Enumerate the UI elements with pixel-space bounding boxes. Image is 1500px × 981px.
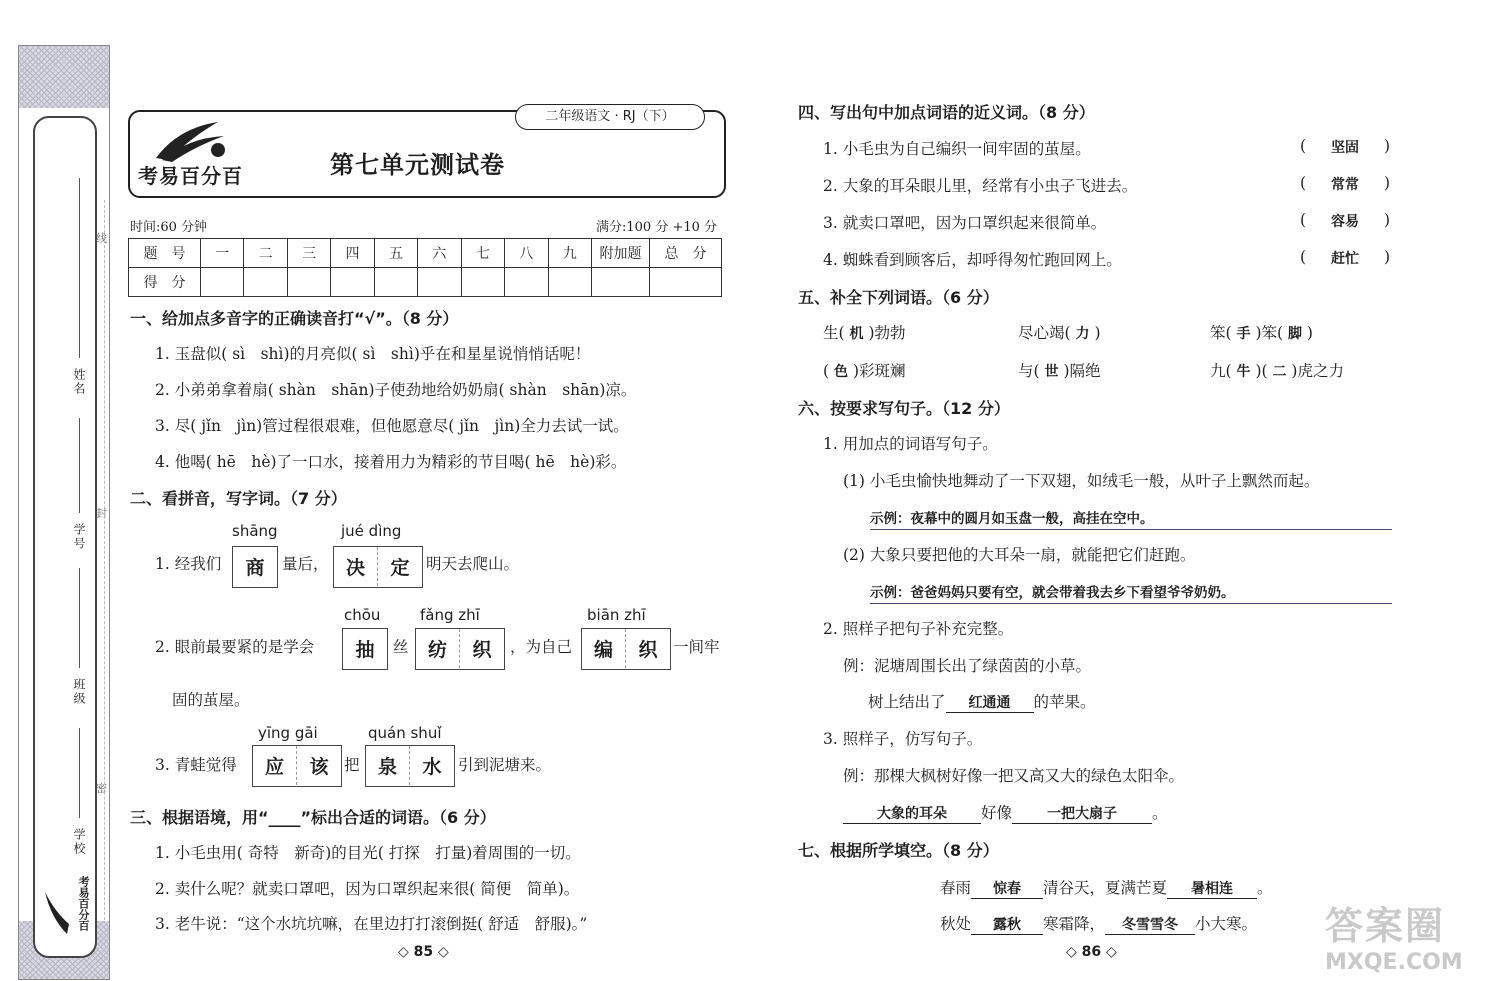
school-label: 学校 [72, 828, 86, 856]
word-answer: 牛 [1236, 364, 1251, 380]
table-cell[interactable] [548, 268, 592, 297]
s4-question-4: 4. 蜘蛛看到顾客后，却呼得匆忙跑回网上。 [823, 251, 1122, 269]
s6-question-1-1: (1) 小毛虫愉快地舞动了一下双翅，如绒毛一般，从叶子上飘然而起。 [843, 472, 1320, 490]
fill-text: 好像 [981, 804, 1013, 822]
cut-mark-secret: 密 [96, 782, 107, 795]
s6-fill-3 [843, 801, 1168, 824]
name-label: 姓名 [72, 368, 86, 396]
s6-question-3: 3. 照样子，仿写句子。 [823, 730, 983, 748]
fill-text: 小大寒。 [1195, 915, 1258, 933]
fill-answer[interactable]: 冬雪雪冬 [1105, 914, 1195, 935]
section-1-title: 一、给加点多音字的正确读音打“√”。（8 分） [130, 309, 459, 328]
table-cell: 题 号 [129, 239, 201, 268]
char-cell[interactable]: 定 [390, 557, 410, 579]
school-line [79, 728, 80, 818]
char-grid [342, 628, 388, 670]
watermark-bottom: MXQE.COM [1325, 950, 1463, 975]
section-4-title: 四、写出句中加点词语的近义词。（8 分） [798, 103, 1095, 122]
s2-q2-start: 2. 眼前最要紧的是学会 [155, 638, 315, 656]
page-number-right: ◇ 86 ◇ [1066, 944, 1117, 960]
s5-word-4 [823, 359, 906, 381]
section-5-title: 五、补全下列词语。（6 分） [798, 288, 999, 307]
word-answer: 手 [1236, 326, 1251, 342]
section-3-title: 三、根据语境，用“____”标出合适的词语。（6 分） [130, 808, 496, 827]
word-part: )勃勃 [868, 324, 906, 342]
word-answer: 二 [1272, 364, 1287, 380]
word-part: ) [1094, 324, 1101, 342]
pinyin: jué dìng [341, 522, 402, 540]
s2-q3-end: 引到泥塘来。 [458, 756, 552, 774]
table-cell: 八 [505, 239, 548, 268]
name-line [79, 178, 80, 358]
fill-answer[interactable]: 暑相连 [1167, 878, 1257, 899]
char-cell[interactable]: 纺 [416, 629, 460, 668]
s5-word-3 [1210, 321, 1313, 343]
char-grid [365, 745, 455, 787]
page-number-left: ◇ 85 ◇ [398, 944, 449, 960]
table-cell[interactable] [201, 268, 244, 297]
exam-time: 时间:60 分钟 [130, 220, 208, 235]
word-answer: 世 [1044, 364, 1059, 380]
s7-line-1 [940, 876, 1273, 899]
word-part: ) [1306, 324, 1313, 342]
comet-logo-icon [148, 118, 228, 163]
word-part: )隔绝 [1063, 362, 1101, 380]
s4-answer-text: 坚固 [1331, 140, 1359, 156]
table-cell[interactable] [592, 268, 650, 297]
table-row [129, 268, 722, 297]
s1-question-2: 2. 小弟弟拿着扇( shàn shān)子使劲地给奶奶扇( shàn shān)凉。 [155, 381, 637, 399]
section-7-title: 七、根据所学填空。（8 分） [798, 841, 999, 860]
pinyin: fǎng zhī [420, 606, 480, 624]
student-info-box [33, 116, 97, 958]
char-cell[interactable]: 抽 [355, 639, 375, 661]
s6-example-2: 例：泥塘周围长出了绿茵茵的小草。 [843, 657, 1092, 675]
char-grid [252, 745, 342, 787]
word-part: )( [1255, 362, 1268, 380]
s6-question-1-2: (2) 大象只要把他的大耳朵一扇，就能把它们赶跑。 [843, 546, 1196, 564]
s2-q1-end: 明天去爬山。 [426, 555, 520, 573]
s6-answer-1-2: 示例：爸爸妈妈只要有空，就会带着我去乡下看望爷爷奶奶。 [870, 581, 1392, 604]
s3-question-1: 1. 小毛虫用( 奇特 新奇)的目光( 打探 打量)着周围的一切。 [155, 844, 581, 862]
table-cell[interactable] [461, 268, 504, 297]
table-cell[interactable] [374, 268, 417, 297]
pinyin: shāng [232, 522, 278, 540]
s3-question-2: 2. 卖什么呢？就卖口罩吧，因为口罩织起来很( 简便 简单)。 [155, 880, 580, 898]
table-cell[interactable] [331, 268, 374, 297]
s2-q2-end: 一间牢 [673, 638, 720, 656]
s2-q3-start: 3. 青蛙觉得 [155, 756, 237, 774]
s6-answer-1-1: 示例：夜幕中的圆月如玉盘一般，高挂在空中。 [870, 507, 1392, 530]
table-cell: 六 [418, 239, 461, 268]
table-cell[interactable] [418, 268, 461, 297]
cut-line [104, 200, 105, 920]
pinyin: chōu [344, 606, 381, 624]
fill-answer[interactable]: 红通通 [946, 692, 1034, 713]
s4-answer-4: ( 赶忙 ) [1300, 248, 1390, 267]
fill-text: 清谷天，夏满芒夏 [1043, 879, 1168, 897]
pinyin: biān zhī [587, 606, 646, 624]
fill-answer[interactable]: 惊春 [971, 878, 1043, 899]
table-cell: 五 [374, 239, 417, 268]
word-part: 尽心竭( [1018, 324, 1071, 342]
char-cell[interactable]: 决 [334, 547, 378, 586]
table-cell: 二 [244, 239, 287, 268]
s5-word-1 [823, 321, 906, 343]
char-cell[interactable]: 泉 [366, 746, 410, 785]
word-answer: 力 [1075, 326, 1090, 342]
student-number-label: 学号 [72, 523, 86, 551]
word-answer: 脚 [1287, 326, 1302, 342]
word-part: 生( [823, 324, 845, 342]
s4-answer-1: ( 坚固 ) [1300, 137, 1390, 156]
s6-question-2: 2. 照样子把句子补充完整。 [823, 620, 1014, 638]
brand-name: 考易百分百 [138, 164, 243, 188]
pinyin: yīng gāi [258, 724, 318, 742]
cut-mark-seal: 封 [96, 507, 107, 520]
table-cell: 得 分 [129, 268, 201, 297]
s4-answer-text: 常常 [1331, 177, 1359, 193]
word-part: 与( [1018, 362, 1040, 380]
fill-answer[interactable]: 一把大扇子 [1012, 803, 1152, 824]
pinyin: quán shuǐ [368, 724, 442, 742]
char-cell[interactable]: 编 [582, 629, 626, 668]
s2-q3-mid: 把 [344, 756, 360, 774]
s5-word-2 [1018, 321, 1101, 343]
watermark [1325, 895, 1490, 975]
word-answer: 机 [849, 326, 864, 342]
fill-text: 。 [1152, 804, 1168, 822]
s2-q2-silk: 丝 [393, 638, 409, 656]
word-part: )笨( [1255, 324, 1284, 342]
s4-question-1: 1. 小毛虫为自己编织一间牢固的茧屋。 [823, 140, 1091, 158]
table-cell[interactable] [650, 268, 722, 297]
s4-answer-text: 赶忙 [1331, 251, 1359, 267]
hatch-top [19, 46, 109, 108]
table-cell: 三 [287, 239, 330, 268]
word-part: 九( [1210, 362, 1232, 380]
char-cell[interactable]: 织 [638, 639, 658, 661]
side-brand: 考易百分百 [77, 876, 90, 931]
table-cell[interactable] [244, 268, 287, 297]
number-line [79, 418, 80, 513]
char-grid [232, 546, 278, 588]
fill-text: 。 [1257, 879, 1273, 897]
s2-q1-start: 1. 经我们 [155, 555, 222, 573]
s3-question-3: 3. 老牛说：“这个水坑坑嘛，在里边打打滚倒挺( 舒适 舒服)。” [155, 915, 588, 933]
s1-question-1: 1. 玉盘似( sì shì)的月亮似( sì shì)乎在和星星说悄悄话呢！ [155, 345, 591, 363]
s7-line-2 [940, 912, 1257, 935]
table-cell: 附加题 [592, 239, 650, 268]
s4-answer-3: ( 容易 ) [1300, 211, 1390, 230]
s1-question-4: 4. 他喝( hē hè)了一口水，接着用力为精彩的节目喝( hē hè)彩。 [155, 453, 627, 471]
s2-q1-mid: 量后， [282, 555, 329, 573]
s5-word-5 [1018, 359, 1101, 381]
cut-mark-line: 线 [96, 232, 107, 245]
table-cell: 七 [461, 239, 504, 268]
s4-answer-2: ( 常常 ) [1300, 174, 1390, 193]
class-line [79, 568, 80, 668]
char-cell[interactable]: 该 [309, 756, 329, 778]
fill-text: 寒霜降， [1043, 915, 1106, 933]
fill-text: 春雨 [940, 879, 972, 897]
fill-text: 秋处 [940, 915, 972, 933]
comet-logo-icon [41, 888, 71, 938]
char-cell[interactable]: 商 [245, 557, 265, 579]
section-6-title: 六、按要求写句子。（12 分） [798, 399, 1010, 418]
fill-text: 树上结出了 [868, 693, 946, 711]
word-part: )彩斑斓 [852, 362, 906, 380]
char-cell[interactable]: 应 [253, 746, 297, 785]
s5-word-6 [1210, 359, 1344, 381]
watermark-top: 答案圈 [1325, 904, 1446, 948]
word-part: )虎之力 [1291, 362, 1344, 380]
s6-fill-2 [868, 690, 1096, 713]
table-row [129, 239, 722, 268]
s2-q2-mid: ，为自己 [510, 638, 573, 656]
s4-question-3: 3. 就卖口罩吧，因为口罩织起来很简单。 [823, 214, 1107, 232]
table-cell: 九 [548, 239, 592, 268]
table-cell[interactable] [505, 268, 548, 297]
full-score: 满分:100 分 +10 分 [596, 220, 718, 235]
section-2-title: 二、看拼音，写字词。（7 分） [130, 489, 347, 508]
table-cell[interactable] [287, 268, 330, 297]
char-cell[interactable]: 水 [422, 756, 442, 778]
s4-answer-text: 容易 [1331, 214, 1359, 230]
score-table [128, 238, 722, 297]
char-grid [333, 546, 423, 588]
fill-answer[interactable]: 露秋 [971, 914, 1043, 935]
word-answer: 色 [834, 364, 848, 380]
char-grid [581, 628, 671, 670]
class-label: 班级 [72, 678, 86, 706]
table-cell: 总 分 [650, 239, 722, 268]
char-cell[interactable]: 织 [472, 639, 492, 661]
word-part: ( [823, 362, 830, 380]
s4-question-2: 2. 大象的耳朵眼儿里，经常有小虫子飞进去。 [823, 177, 1138, 195]
char-grid [415, 628, 505, 670]
page-title: 第七单元测试卷 [330, 150, 505, 179]
word-part: 笨( [1210, 324, 1232, 342]
table-cell: 一 [201, 239, 244, 268]
table-cell: 四 [331, 239, 374, 268]
s1-question-3: 3. 尽( jǐn jìn)管过程很艰难，但他愿意尽( jǐn jìn)全力去试一试。 [155, 417, 629, 435]
s6-example-3: 例：那棵大枫树好像一把又高又大的绿色太阳伞。 [843, 767, 1185, 785]
s6-question-1: 1. 用加点的词语写句子。 [823, 435, 998, 453]
grade-badge: 二年级语文 · RJ（下） [515, 104, 705, 130]
fill-answer[interactable]: 大象的耳朵 [843, 803, 981, 824]
s2-q2-cont: 固的茧屋。 [172, 691, 250, 709]
fill-text: 的苹果。 [1033, 693, 1096, 711]
